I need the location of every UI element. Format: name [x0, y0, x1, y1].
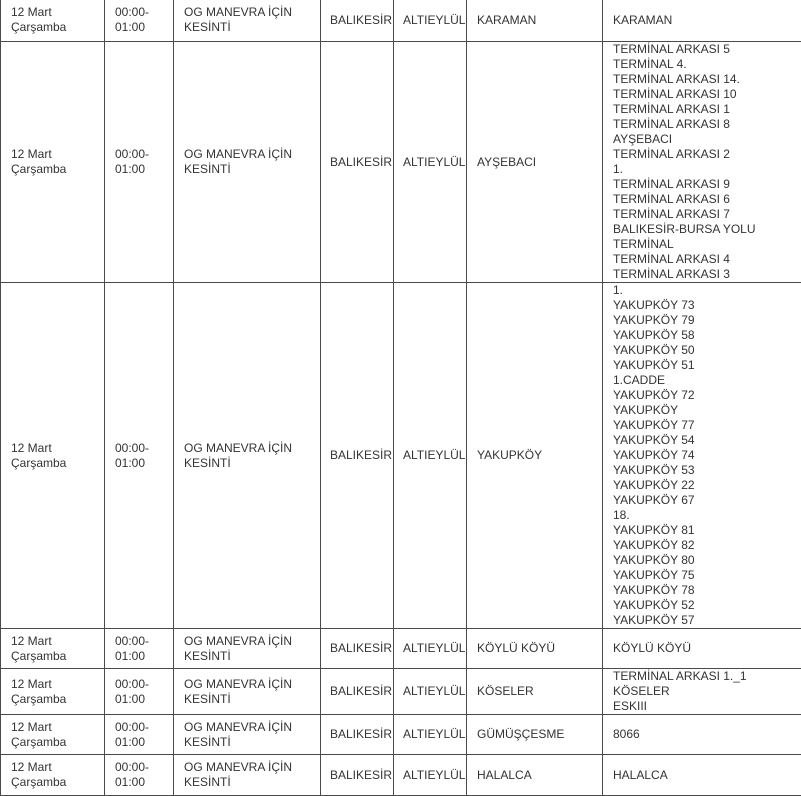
streets-cell — [603, 669, 801, 715]
table-row — [1, 715, 801, 755]
date-weekday: Çarşamba — [11, 692, 104, 707]
street-name: YAKUPKÖY 74 — [613, 448, 801, 463]
reason-line-1: OG MANEVRA İÇİN — [184, 5, 320, 20]
district-cell: ALTIEYLÜL — [394, 715, 467, 755]
time-end: 01:00 — [115, 649, 173, 664]
street-name: YAKUPKÖY 50 — [613, 343, 801, 358]
neighborhood-cell: KÖSELER — [467, 669, 603, 715]
time-start: 00:00- — [115, 634, 173, 649]
street-name: YAKUPKÖY 57 — [613, 613, 801, 628]
reason-line-2: KESİNTİ — [184, 456, 320, 471]
table-row — [1, 42, 801, 283]
time-end: 01:00 — [115, 692, 173, 707]
street-name: YAKUPKÖY 51 — [613, 358, 801, 373]
date-cell — [1, 629, 105, 669]
street-name: TERMİNAL ARKASI 9 — [613, 177, 801, 192]
date-cell — [1, 715, 105, 755]
reason-cell — [174, 755, 321, 796]
street-name: 1.CADDE — [613, 373, 801, 388]
street-name: TERMİNAL ARKASI 1 — [613, 102, 801, 117]
street-name: TERMİNAL ARKASI 3 — [613, 267, 801, 282]
city-cell: BALIKESİR — [321, 755, 394, 796]
date-day: 12 Mart — [11, 147, 104, 162]
date-day: 12 Mart — [11, 760, 104, 775]
time-cell — [105, 669, 174, 715]
street-name: YAKUPKÖY 78 — [613, 583, 801, 598]
neighborhood-cell: KARAMAN — [467, 0, 603, 42]
time-end: 01:00 — [115, 20, 173, 35]
street-name: TERMİNAL ARKASI 4 — [613, 252, 801, 267]
street-name: TERMİNAL ARKASI 5 — [613, 42, 801, 57]
time-start: 00:00- — [115, 720, 173, 735]
street-name: YAKUPKÖY 72 — [613, 388, 801, 403]
street-name: TERMİNAL ARKASI 10 — [613, 87, 801, 102]
street-name: KÖSELER — [613, 684, 801, 699]
time-cell — [105, 755, 174, 796]
date-cell — [1, 0, 105, 42]
date-day: 12 Mart — [11, 677, 104, 692]
street-name: YAKUPKÖY 75 — [613, 568, 801, 583]
city-cell: BALIKESİR — [321, 629, 394, 669]
street-name: YAKUPKÖY 52 — [613, 598, 801, 613]
city-cell: BALIKESİR — [321, 715, 394, 755]
city-cell: BALIKESİR — [321, 42, 394, 283]
time-start: 00:00- — [115, 677, 173, 692]
time-start: 00:00- — [115, 5, 173, 20]
street-name: YAKUPKÖY 79 — [613, 313, 801, 328]
time-start: 00:00- — [115, 147, 173, 162]
date-weekday: Çarşamba — [11, 456, 104, 471]
table-row — [1, 0, 801, 42]
reason-line-2: KESİNTİ — [184, 20, 320, 35]
street-name: ESKIII — [613, 699, 801, 714]
streets-cell — [603, 42, 801, 283]
reason-line-2: KESİNTİ — [184, 735, 320, 750]
street-name: YAKUPKÖY 81 — [613, 523, 801, 538]
city-cell: BALIKESİR — [321, 283, 394, 629]
streets-cell — [603, 715, 801, 755]
reason-cell — [174, 283, 321, 629]
reason-cell — [174, 629, 321, 669]
date-day: 12 Mart — [11, 720, 104, 735]
street-name: TERMİNAL ARKASI 8 — [613, 117, 801, 132]
reason-line-1: OG MANEVRA İÇİN — [184, 720, 320, 735]
street-name: AYŞEBACI — [613, 132, 801, 147]
date-weekday: Çarşamba — [11, 20, 104, 35]
street-name: KÖYLÜ KÖYÜ — [613, 641, 801, 656]
time-cell — [105, 715, 174, 755]
street-name: TERMİNAL 4. — [613, 57, 801, 72]
streets-cell — [603, 0, 801, 42]
time-cell — [105, 0, 174, 42]
street-name: TERMİNAL ARKASI 14. — [613, 72, 801, 87]
date-weekday: Çarşamba — [11, 162, 104, 177]
reason-line-1: OG MANEVRA İÇİN — [184, 677, 320, 692]
table-row — [1, 669, 801, 715]
street-name: TERMİNAL ARKASI 6 — [613, 192, 801, 207]
district-cell: ALTIEYLÜL — [394, 629, 467, 669]
date-cell — [1, 42, 105, 283]
time-end: 01:00 — [115, 775, 173, 790]
time-start: 00:00- — [115, 441, 173, 456]
street-name: YAKUPKÖY 54 — [613, 433, 801, 448]
street-name: BALIKESİR-BURSA YOLU — [613, 222, 801, 237]
date-day: 12 Mart — [11, 5, 104, 20]
neighborhood-cell: GÜMÜŞÇESME — [467, 715, 603, 755]
reason-line-1: OG MANEVRA İÇİN — [184, 634, 320, 649]
street-name: TERMİNAL — [613, 237, 801, 252]
reason-cell — [174, 42, 321, 283]
time-end: 01:00 — [115, 735, 173, 750]
reason-line-1: OG MANEVRA İÇİN — [184, 760, 320, 775]
streets-cell — [603, 755, 801, 796]
time-cell — [105, 283, 174, 629]
street-name: 8066 — [613, 727, 801, 742]
outage-table-body — [1, 0, 801, 796]
street-name: TERMİNAL ARKASI 2 — [613, 147, 801, 162]
neighborhood-cell: KÖYLÜ KÖYÜ — [467, 629, 603, 669]
date-cell — [1, 283, 105, 629]
time-start: 00:00- — [115, 760, 173, 775]
reason-cell — [174, 715, 321, 755]
neighborhood-cell: HALALCA — [467, 755, 603, 796]
district-cell: ALTIEYLÜL — [394, 755, 467, 796]
reason-line-2: KESİNTİ — [184, 649, 320, 664]
street-name: YAKUPKÖY 22 — [613, 478, 801, 493]
district-cell: ALTIEYLÜL — [394, 0, 467, 42]
date-cell — [1, 755, 105, 796]
street-name: HALALCA — [613, 768, 801, 783]
city-cell: BALIKESİR — [321, 669, 394, 715]
street-name: YAKUPKÖY 80 — [613, 553, 801, 568]
street-name: YAKUPKÖY 73 — [613, 298, 801, 313]
time-end: 01:00 — [115, 456, 173, 471]
neighborhood-cell: YAKUPKÖY — [467, 283, 603, 629]
district-cell: ALTIEYLÜL — [394, 283, 467, 629]
city-cell: BALIKESİR — [321, 0, 394, 42]
date-weekday: Çarşamba — [11, 735, 104, 750]
reason-line-2: KESİNTİ — [184, 775, 320, 790]
street-name: KARAMAN — [613, 13, 801, 28]
reason-line-2: KESİNTİ — [184, 162, 320, 177]
street-name: TERMİNAL ARKASI 7 — [613, 207, 801, 222]
reason-line-1: OG MANEVRA İÇİN — [184, 147, 320, 162]
street-name: YAKUPKÖY 77 — [613, 418, 801, 433]
time-end: 01:00 — [115, 162, 173, 177]
table-row — [1, 755, 801, 796]
street-name: 1. — [613, 162, 801, 177]
time-cell — [105, 629, 174, 669]
street-name: YAKUPKÖY 67 — [613, 493, 801, 508]
neighborhood-cell: AYŞEBACI — [467, 42, 603, 283]
streets-cell — [603, 283, 801, 629]
street-name: YAKUPKÖY 58 — [613, 328, 801, 343]
street-name: YAKUPKÖY 53 — [613, 463, 801, 478]
date-day: 12 Mart — [11, 634, 104, 649]
streets-cell — [603, 629, 801, 669]
date-day: 12 Mart — [11, 441, 104, 456]
reason-line-1: OG MANEVRA İÇİN — [184, 441, 320, 456]
district-cell: ALTIEYLÜL — [394, 42, 467, 283]
street-name: 1. — [613, 283, 801, 298]
reason-cell — [174, 669, 321, 715]
street-name: YAKUPKÖY 82 — [613, 538, 801, 553]
reason-cell — [174, 0, 321, 42]
date-cell — [1, 669, 105, 715]
street-name: TERMİNAL ARKASI 1._1 — [613, 669, 801, 684]
reason-line-2: KESİNTİ — [184, 692, 320, 707]
street-name: YAKUPKÖY — [613, 403, 801, 418]
table-row — [1, 283, 801, 629]
date-weekday: Çarşamba — [11, 649, 104, 664]
date-weekday: Çarşamba — [11, 775, 104, 790]
district-cell: ALTIEYLÜL — [394, 669, 467, 715]
street-name: 18. — [613, 508, 801, 523]
time-cell — [105, 42, 174, 283]
table-row — [1, 629, 801, 669]
